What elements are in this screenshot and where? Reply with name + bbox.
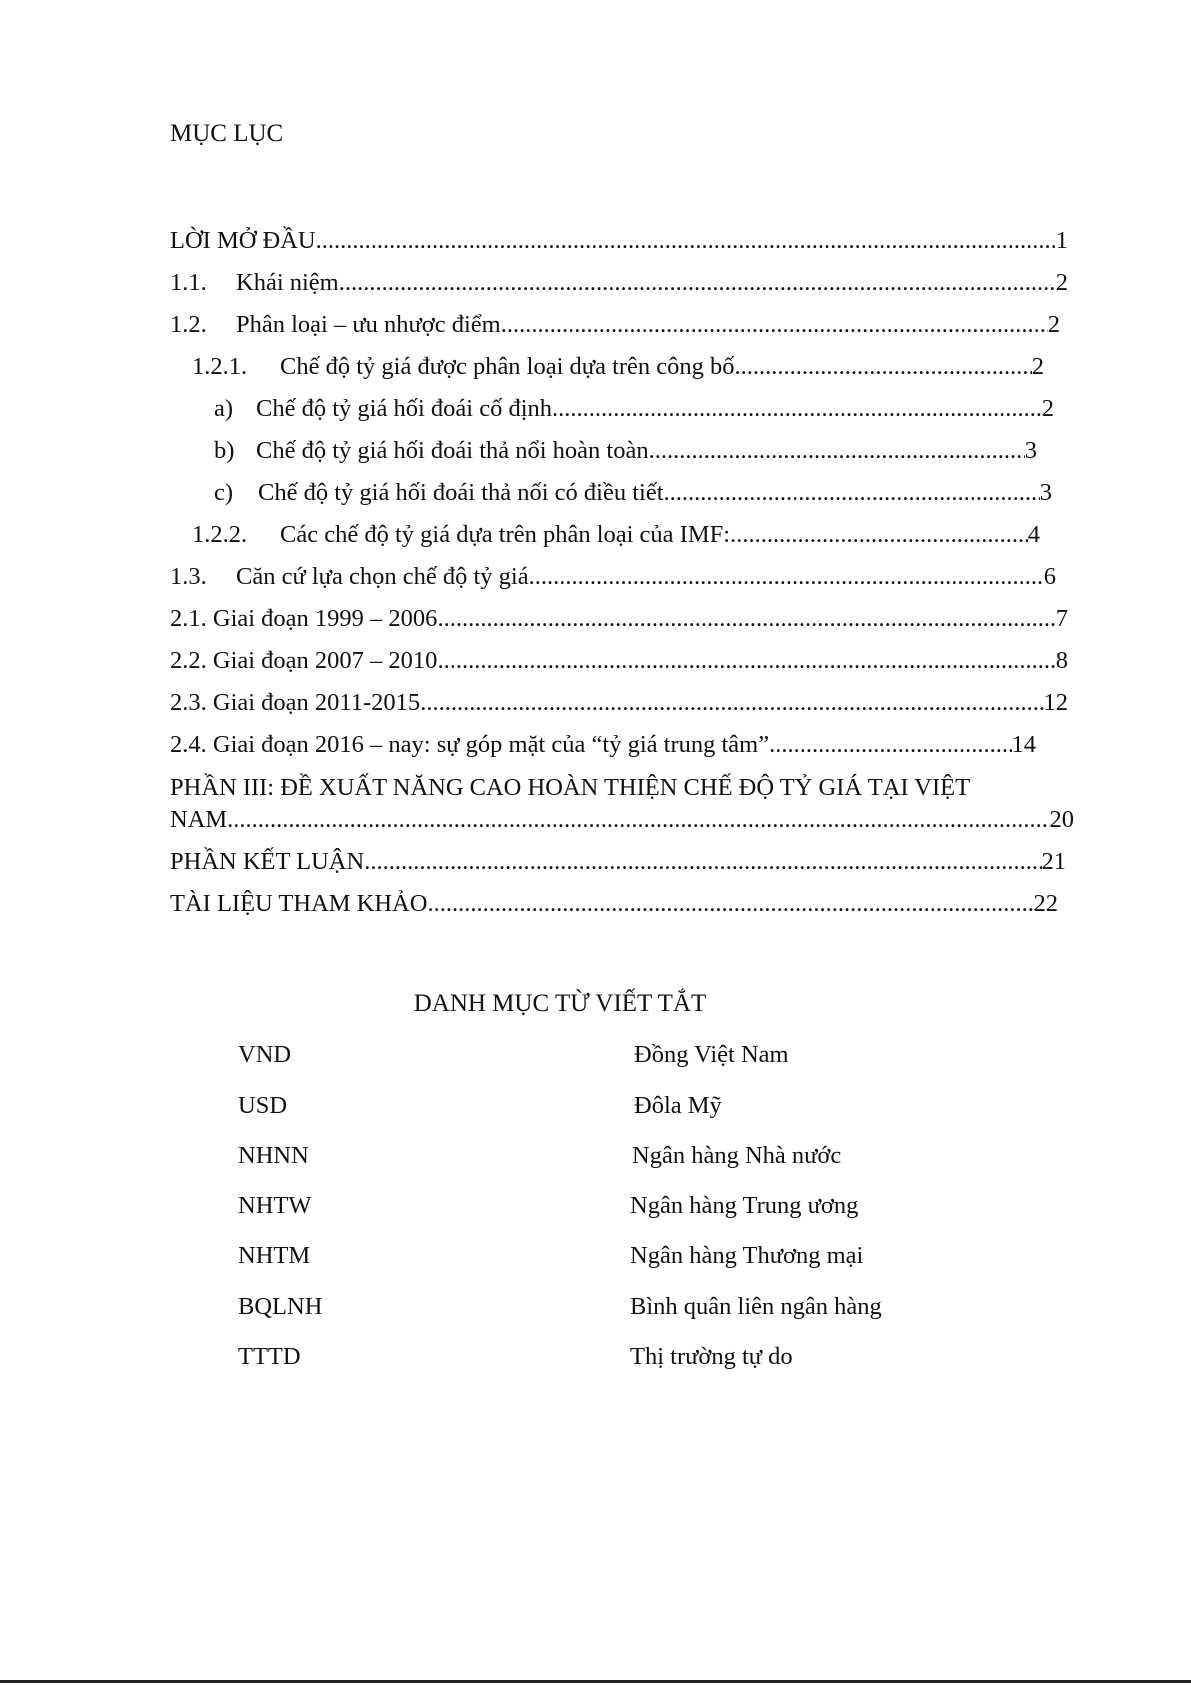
toc-entry-number: c)	[214, 479, 234, 506]
toc-entry-label: PHẦN III: ĐỀ XUẤT NĂNG CAO HOÀN THIỆN CHẾ ĐỘ TỶ GIÁ TẠI VIỆT	[170, 774, 971, 801]
toc-entry[interactable]	[170, 603, 1068, 635]
toc-entry-label: Chế độ tỷ giá hối đoái thả nối có điều tiết	[258, 479, 664, 506]
toc-leader-dots	[769, 729, 1011, 761]
toc-entry-page: 22	[1033, 890, 1058, 917]
toc-entry-label: Chế độ tỷ giá được phân loại dựa trên công bố	[280, 353, 735, 380]
toc-entry-number: 1.2.2.	[192, 521, 248, 548]
toc-leader-dots	[339, 267, 1056, 299]
toc-entry-label: 2.1. Giai đoạn 1999 – 2006	[170, 605, 438, 632]
abbreviations-title: DANH MỤC TỪ VIẾT TẮT	[413, 990, 707, 1017]
toc-leader-dots	[227, 804, 1049, 836]
toc-entry-number: b)	[214, 437, 235, 464]
toc-entry[interactable]	[214, 393, 1054, 425]
toc-entry-number: 1.1.	[170, 269, 207, 296]
toc-entry[interactable]	[192, 351, 1044, 383]
abbreviation-code: USD	[238, 1092, 288, 1119]
toc-entry-page: 14	[1011, 731, 1036, 758]
toc-entry[interactable]	[170, 888, 1058, 920]
toc-leader-dots	[427, 888, 1033, 920]
toc-leader-dots	[730, 519, 1028, 551]
toc-entry-page: 2	[1041, 395, 1054, 422]
toc-leader-dots	[437, 645, 1055, 677]
toc-leader-dots	[420, 687, 1043, 719]
abbreviation-code: NHNN	[238, 1142, 309, 1169]
toc-entry-label: TÀI LIỆU THAM KHẢO	[170, 890, 428, 917]
abbreviation-code: TTTD	[238, 1343, 301, 1370]
toc-entry[interactable]	[170, 687, 1068, 719]
abbreviation-meaning: Ngân hàng Thương mại	[630, 1242, 864, 1269]
toc-entry-page: 8	[1055, 647, 1068, 674]
toc-entry-label: LỜI MỞ ĐẦU	[170, 227, 316, 254]
toc-entry-label: Căn cứ lựa chọn chế độ tỷ giá	[236, 563, 529, 590]
toc-entry[interactable]	[170, 804, 1074, 836]
abbreviation-meaning: Ngân hàng Nhà nước	[632, 1142, 842, 1169]
toc-entry-page: 20	[1049, 806, 1074, 833]
toc-entry-page: 4	[1027, 521, 1040, 548]
toc-entry-label: 2.3. Giai đoạn 2011-2015	[170, 689, 421, 716]
toc-entry-page: 21	[1041, 848, 1066, 875]
toc-entry[interactable]	[170, 729, 1036, 761]
toc-entry-label: 2.2. Giai đoạn 2007 – 2010	[170, 647, 438, 674]
toc-entry[interactable]	[170, 645, 1068, 677]
toc-entry-page: 2	[1047, 311, 1060, 338]
toc-entry-line1[interactable]	[170, 772, 970, 804]
toc-entry-page: 1	[1055, 227, 1068, 254]
toc-entry-number: 1.2.1.	[192, 353, 248, 380]
toc-leader-dots	[364, 846, 1041, 878]
toc-entry-label: Khái niệm	[236, 269, 339, 296]
toc-leader-dots	[529, 561, 1044, 593]
toc-entry-page: 12	[1043, 689, 1068, 716]
toc-leader-dots	[649, 435, 1025, 467]
toc-entry-label: 2.4. Giai đoạn 2016 – nay: sự góp mặt của “tỷ giá trung tâm”	[170, 731, 770, 758]
toc-entry[interactable]	[170, 846, 1066, 878]
toc-entry-label: PHẦN KẾT LUẬN	[170, 848, 365, 875]
abbreviation-meaning: Đôla Mỹ	[634, 1092, 722, 1119]
toc-entry-number: 1.3.	[170, 563, 207, 590]
toc-leader-dots	[664, 477, 1040, 509]
toc-entry[interactable]	[214, 477, 1052, 509]
toc-leader-dots	[501, 309, 1048, 341]
toc-entry-label: Chế độ tỷ giá hối đoái thả nổi hoàn toàn	[256, 437, 649, 464]
abbreviation-meaning: Bình quân liên ngân hàng	[630, 1293, 882, 1320]
toc-entry-page: 3	[1039, 479, 1052, 506]
toc-entry-page: 3	[1024, 437, 1037, 464]
toc-entry-page: 2	[1031, 353, 1044, 380]
toc-entry-page: 2	[1055, 269, 1068, 296]
toc-title: MỤC LỤC	[170, 120, 284, 147]
toc-entry[interactable]	[170, 309, 1060, 341]
toc-leader-dots	[316, 225, 1056, 257]
abbreviation-meaning: Đồng Việt Nam	[634, 1041, 789, 1068]
abbreviation-code: BQLNH	[238, 1293, 323, 1320]
toc-leader-dots	[735, 351, 1032, 383]
abbreviation-meaning: Thị trường tự do	[630, 1343, 793, 1370]
toc-entry-label: Các chế độ tỷ giá dựa trên phân loại của IMF:	[280, 521, 731, 548]
toc-entry-label: Chế độ tỷ giá hối đoái cố định	[256, 395, 552, 422]
toc-entry[interactable]	[170, 561, 1056, 593]
toc-entry[interactable]	[170, 267, 1068, 299]
abbreviation-code: NHTM	[238, 1242, 311, 1269]
toc-entry-label: Phân loại – ưu nhược điểm	[236, 311, 501, 338]
toc-entry-number: 1.2.	[170, 311, 207, 338]
toc-entry[interactable]	[214, 435, 1037, 467]
toc-entry-number: a)	[214, 395, 234, 422]
toc-leader-dots	[437, 603, 1055, 635]
abbreviation-code: VND	[238, 1041, 292, 1068]
abbreviation-meaning: Ngân hàng Trung ương	[630, 1192, 859, 1219]
toc-entry-page: 6	[1043, 563, 1056, 590]
toc-leader-dots	[552, 393, 1042, 425]
toc-entry[interactable]	[192, 519, 1040, 551]
page-bottom-rule	[0, 1680, 1191, 1683]
toc-entry-label: NAM	[170, 806, 228, 833]
toc-entry[interactable]	[170, 225, 1068, 257]
abbreviation-code: NHTW	[238, 1192, 312, 1219]
toc-entry-page: 7	[1055, 605, 1068, 632]
